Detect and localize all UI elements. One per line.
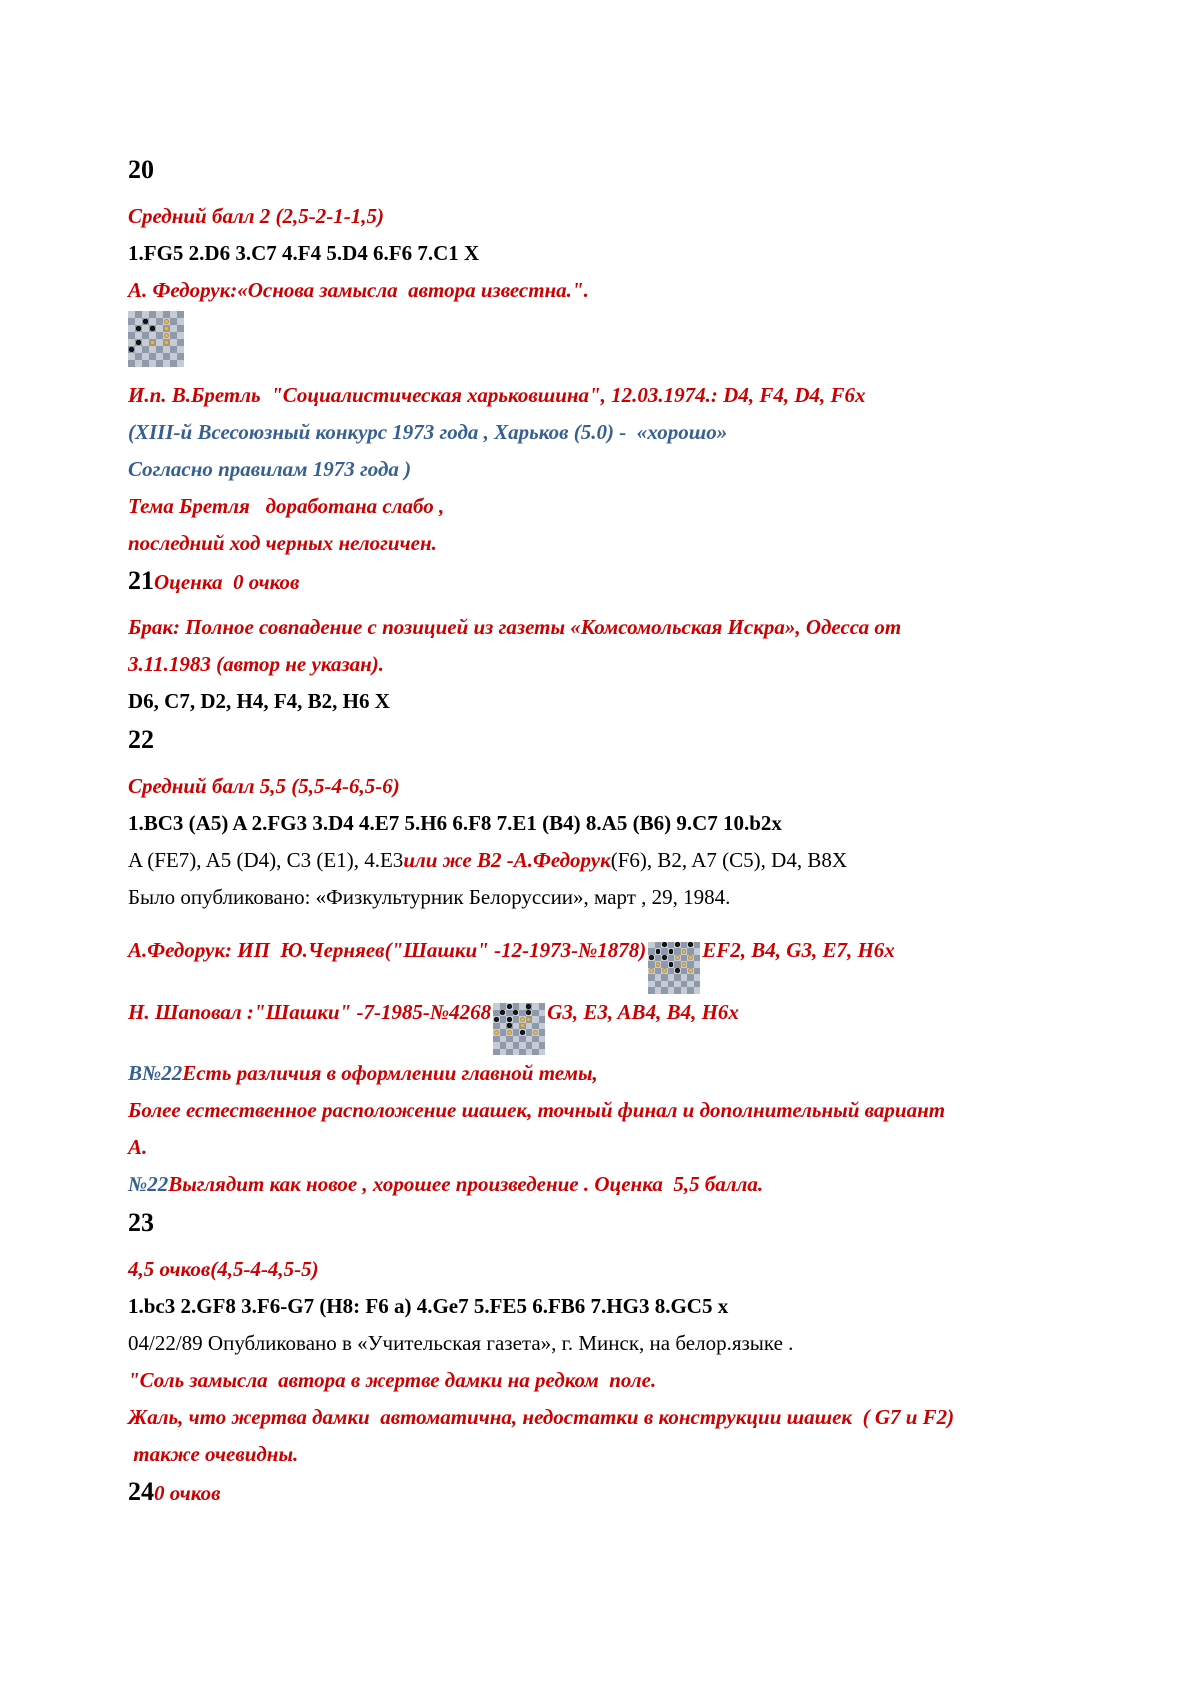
entry-20-comment-line: А. Федорук:«Основа замысла автора известна.".: [128, 278, 589, 302]
board-row: [128, 360, 184, 367]
checker-piece-white: [520, 1017, 525, 1022]
entry-20-ref-line-1: И.п. В.Бретль "Социалистическая харьковшина", 12.03.1974.: D4, F4, D4, F6x: [128, 383, 866, 407]
checker-piece-white: [688, 955, 693, 960]
board-square: [177, 318, 184, 325]
checker-piece-white: [688, 968, 693, 973]
board-square: [128, 353, 135, 360]
checker-piece-black: [150, 326, 155, 331]
board-square: [156, 332, 163, 339]
board-square: [156, 318, 163, 325]
entry-20-score-line: Средний балл 2 (2,5-2-1-1,5): [128, 204, 384, 228]
board-square: [163, 325, 170, 332]
entry-number-20: 20: [128, 155, 154, 184]
board-row: [648, 987, 700, 994]
entry-20-solution-line: 1.FG5 2.D6 3.C7 4.F4 5.D4 6.F6 7.C1 X: [128, 241, 480, 265]
checkers-diagram-20-wrapper: [128, 311, 1108, 367]
entry-23-comment-line-3: также очевидны.: [128, 1442, 299, 1466]
board-square: [142, 339, 149, 346]
entry-21-heading: [128, 562, 1108, 601]
board-row: [493, 1049, 545, 1056]
board-square: [156, 311, 163, 318]
checker-piece-black: [136, 340, 141, 345]
board-square: [163, 346, 170, 353]
checker-piece-white: [662, 968, 667, 973]
checker-piece-black: [507, 1023, 512, 1028]
entry-22-note-4: [128, 1166, 1108, 1203]
checker-piece-black: [526, 1010, 531, 1015]
board-square: [177, 311, 184, 318]
board-square: [149, 353, 156, 360]
board-square: [156, 353, 163, 360]
entry-22-note-2: Более естественное расположение шашек, точный финал и дополнительный вариант: [128, 1098, 946, 1122]
variation-tail: (F6), B2, A7 (C5), D4, B8X: [610, 848, 848, 872]
entry-21-defect-line-1: Брак: Полное совпадение с позицией из газеты «Комсомольская Искра», Одесса от: [128, 615, 902, 639]
checkers-diagram-22b: [493, 1003, 545, 1055]
checker-piece-white: [682, 962, 687, 967]
board-square: [170, 346, 177, 353]
checker-piece-black: [688, 942, 693, 947]
entry-23-comment-line-2: Жаль, что жертва дамки автоматична, недостатки в конструкции шашек ( G7 и F2): [128, 1405, 955, 1429]
board-square: [163, 353, 170, 360]
note-4-tag: №22: [128, 1172, 169, 1196]
board-square: [128, 318, 135, 325]
entry-23-score-line: 4,5 очков(4,5-4-4,5-5): [128, 1257, 319, 1281]
checkers-diagram-20: [128, 311, 184, 367]
checker-piece-white: [507, 1030, 512, 1035]
entry-22-publication-line: Было опубликовано: «Физкультурник Белоруссии», март , 29, 1984.: [128, 885, 731, 909]
board-square: [149, 332, 156, 339]
checker-piece-white: [656, 962, 661, 967]
fedoruk-suffix: EF2, B4, G3, E7, H6x: [702, 938, 895, 962]
checker-piece-white: [164, 326, 169, 331]
board-square: [128, 311, 135, 318]
board-square: [170, 332, 177, 339]
board-square: [163, 318, 170, 325]
checker-piece-black: [675, 942, 680, 947]
spacer: [128, 760, 1108, 768]
entry-22-note-3: А.: [128, 1135, 148, 1159]
checkers-diagram-22a: [648, 942, 700, 994]
board-square: [142, 325, 149, 332]
board-square: [135, 332, 142, 339]
board-square: [156, 346, 163, 353]
entry-20-ref-line-2: (XIII-й Всесоюзный конкурс 1973 года , Харьков (5.0) - «хорошо»: [128, 420, 728, 444]
checker-piece-black: [520, 1030, 525, 1035]
checker-piece-white: [164, 333, 169, 338]
board-square: [128, 346, 135, 353]
board-square: [135, 339, 142, 346]
checker-piece-white: [526, 1017, 531, 1022]
entry-number-23: 23: [128, 1208, 154, 1237]
checker-piece-black: [669, 962, 674, 967]
board-square: [135, 360, 142, 367]
board-square: [149, 318, 156, 325]
board-square: [135, 353, 142, 360]
entry-22-note-1: [128, 1055, 1108, 1092]
checker-piece-black: [656, 949, 661, 954]
entry-20-ref-line-5: последний ход черных нелогичен.: [128, 531, 437, 555]
board-square: [170, 311, 177, 318]
board-square: [142, 346, 149, 353]
board-square: [149, 311, 156, 318]
board-square: [177, 360, 184, 367]
spacer: [128, 1243, 1108, 1251]
checker-piece-white: [164, 319, 169, 324]
checker-piece-white: [675, 955, 680, 960]
checker-piece-black: [500, 1010, 505, 1015]
board-square: [163, 332, 170, 339]
checker-piece-white: [494, 1030, 499, 1035]
checker-piece-white: [164, 340, 169, 345]
board-row: [128, 332, 184, 339]
spacer: [128, 601, 1108, 609]
board-square: [694, 987, 701, 994]
board-square: [177, 332, 184, 339]
board-square: [170, 360, 177, 367]
board-square: [149, 325, 156, 332]
board-square: [142, 311, 149, 318]
checker-piece-black: [507, 1017, 512, 1022]
entry-21-defect-line-2: 3.11.1983 (автор не указан).: [128, 652, 385, 676]
entry-24-heading: [128, 1473, 1108, 1512]
page-content: [128, 150, 1108, 1512]
board-square: [135, 325, 142, 332]
board-square: [135, 318, 142, 325]
board-square: [177, 325, 184, 332]
entry-22-fedoruk-line: [128, 932, 1108, 994]
board-square: [177, 346, 184, 353]
checker-piece-black: [129, 347, 134, 352]
board-square: [135, 346, 142, 353]
board-square: [142, 318, 149, 325]
checker-piece-white: [649, 968, 654, 973]
checker-piece-black: [662, 942, 667, 947]
board-square: [156, 339, 163, 346]
board-square: [135, 311, 142, 318]
note-4-text: Выглядит как новое , хорошее произведение . Оценка 5,5 балла.: [168, 1172, 764, 1196]
board-square: [128, 332, 135, 339]
entry-21-solution-line: D6, C7, D2, H4, F4, B2, H6 X: [128, 689, 390, 713]
checker-piece-black: [669, 949, 674, 954]
entry-23-solution-line: 1.bc3 2.GF8 3.F6-G7 (H8: F6 a) 4.Ge7 5.FE5 6.FB6 7.HG3 8.GC5 x: [128, 1294, 729, 1318]
entry-20-ref-line-4: Тема Бретля доработана слабо ,: [128, 494, 445, 518]
board-square: [142, 353, 149, 360]
checker-piece-black: [513, 1010, 518, 1015]
board-square: [170, 325, 177, 332]
entry-number-24: 24: [128, 1477, 154, 1506]
entry-22-solution-line: 1.BC3 (A5) A 2.FG3 3.D4 4.E7 5.H6 6.F8 7.E1 (B4) 8.A5 (B6) 9.C7 10.b2x: [128, 811, 782, 835]
variation-red-segment: или же B2 -А.Федорук: [403, 848, 611, 872]
entry-23-publication-line: 04/22/89 Опубликовано в «Учительская газета», г. Минск, на белор.языке .: [128, 1331, 794, 1355]
board-square: [170, 339, 177, 346]
spacer: [128, 916, 1108, 932]
entry-23-comment-line-1: "Соль замысла автора в жертве дамки на редком поле.: [128, 1368, 657, 1392]
entry-number-21: 21: [128, 566, 154, 595]
board-row: [128, 339, 184, 346]
checker-piece-white: [682, 949, 687, 954]
board-row: [128, 353, 184, 360]
board-square: [156, 360, 163, 367]
board-square: [149, 346, 156, 353]
board-square: [128, 325, 135, 332]
board-square: [142, 360, 149, 367]
entry-22-variation-line: [128, 842, 1108, 879]
board-square: [163, 311, 170, 318]
checker-piece-white: [520, 1023, 525, 1028]
board-square: [149, 339, 156, 346]
board-row: [128, 311, 184, 318]
board-square: [142, 332, 149, 339]
board-square: [170, 318, 177, 325]
spacer: [128, 190, 1108, 198]
entry-22-score-line: Средний балл 5,5 (5,5-4-6,5-6): [128, 774, 400, 798]
board-square: [149, 360, 156, 367]
fedoruk-prefix: А.Федорук: ИП Ю.Черняев("Шашки" -12-1973-№1878): [128, 938, 647, 962]
board-square: [128, 339, 135, 346]
entry-24-score-inline: 0 очков: [154, 1481, 221, 1505]
checker-piece-black: [136, 326, 141, 331]
shapoval-prefix: Н. Шаповал :"Шашки" -7-1985-№4268: [128, 999, 492, 1024]
board-square: [177, 353, 184, 360]
board-square: [177, 339, 184, 346]
board-square: [128, 360, 135, 367]
checker-piece-black: [526, 1004, 531, 1009]
board-row: [128, 325, 184, 332]
variation-head: A (FE7), A5 (D4), C3 (E1), 4.E3: [128, 848, 404, 872]
spacer: [128, 369, 1108, 377]
entry-22-shapoval-line: [128, 994, 1108, 1056]
checker-piece-black: [675, 968, 680, 973]
shapoval-suffix: G3, E3, AB4, B4, H6x: [547, 999, 739, 1024]
board-square: [156, 325, 163, 332]
board-row: [128, 346, 184, 353]
board-square: [163, 360, 170, 367]
note-1-tag: В№22: [128, 1061, 183, 1085]
board-square: [539, 1049, 546, 1056]
board-row: [128, 318, 184, 325]
entry-number-22: 22: [128, 725, 154, 754]
checker-piece-black: [662, 955, 667, 960]
checker-piece-white: [150, 340, 155, 345]
board-square: [170, 353, 177, 360]
checker-piece-black: [649, 955, 654, 960]
board-square: [163, 339, 170, 346]
checker-piece-black: [507, 1004, 512, 1009]
entry-21-score-inline: Оценка 0 очков: [154, 570, 300, 594]
checker-piece-black: [143, 319, 148, 324]
note-1-text: Есть различия в оформлении главной темы,: [182, 1061, 598, 1085]
checker-piece-black: [494, 1017, 499, 1022]
entry-20-ref-line-3: Согласно правилам 1973 года ): [128, 457, 412, 481]
checker-piece-white: [533, 1030, 538, 1035]
